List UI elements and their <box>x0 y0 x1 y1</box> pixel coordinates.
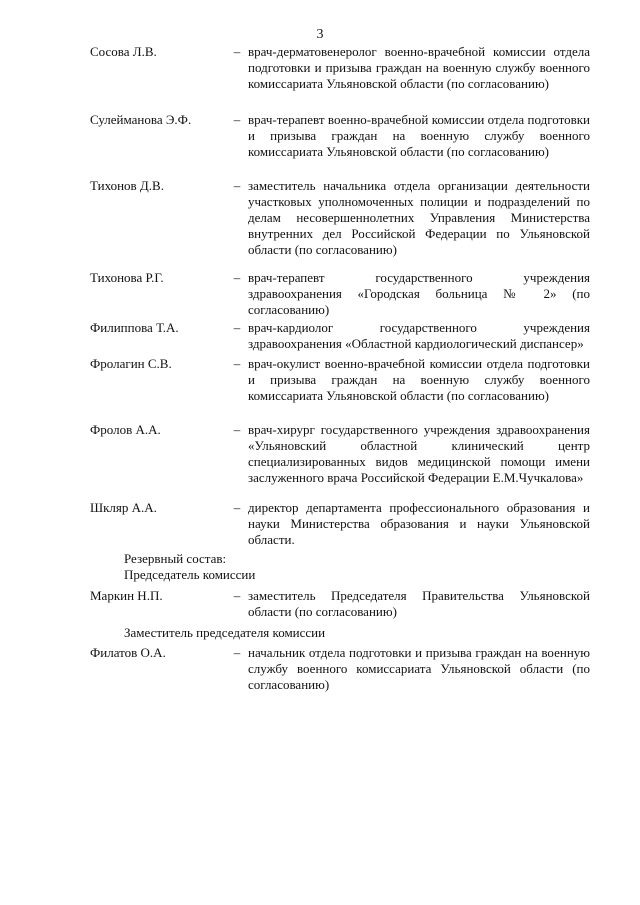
member-name: Тихонов Д.В. <box>90 178 164 193</box>
member-position: врач-кардиолог государственного учреждения здравоохранения «Областной кардиологический диспансер» <box>248 320 590 351</box>
member-position: начальник отдела подготовки и призыва граждан на военную службу военного комиссариата Ульяновской области (по согласованию) <box>248 645 590 692</box>
dash: – <box>233 44 241 59</box>
member-name: Филатов О.А. <box>90 645 166 660</box>
member-position: директор департамента профессионального образования и науки Министерства образования и науки Ульяновской области. <box>248 500 590 547</box>
member-name: Сулейманова Э.Ф. <box>90 112 192 127</box>
page-number: 3 <box>316 27 324 42</box>
member-entry <box>90 320 590 352</box>
member-entry <box>90 112 590 160</box>
dash: – <box>233 178 241 193</box>
dash: – <box>233 320 241 335</box>
member-name: Маркин Н.П. <box>90 588 163 603</box>
reserve-chair-entry <box>90 588 590 620</box>
member-entry <box>90 500 590 548</box>
dash: – <box>233 500 241 515</box>
deputy-heading: Заместитель председателя комиссии <box>124 625 326 640</box>
member-name: Филиппова Т.А. <box>90 320 179 335</box>
member-name: Тихонова Р.Г. <box>90 270 164 285</box>
member-position: заместитель Председателя Правительства Ульяновской области (по согласованию) <box>248 588 590 619</box>
member-entry <box>90 356 590 404</box>
member-position: врач-хирург государственного учреждения здравоохранения «Ульяновский областной клинический центр специализированных видов медицинской помощи имени заслуженного врача Российской Федерации Е.М.Чучкалова» <box>248 422 590 485</box>
member-position: врач-терапевт военно-врачебной комиссии отдела подготовки и призыва граждан на военную службу военного комиссариата Ульяновской области (по согласованию) <box>248 112 590 159</box>
member-position: врач-дерматовенеролог военно-врачебной комиссии отдела подготовки и призыва граждан на военную службу военного комиссариата Ульяновской области (по согласованию) <box>248 44 590 91</box>
member-name: Шкляр А.А. <box>90 500 157 515</box>
member-entry <box>90 270 590 318</box>
dash: – <box>233 270 241 285</box>
member-name: Фролагин С.В. <box>90 356 172 371</box>
member-position: врач-окулист военно-врачебной комиссии отдела подготовки и призыва граждан на военную службу военного комиссариата Ульяновской области (по согласованию) <box>248 356 590 403</box>
dash: – <box>233 356 241 371</box>
dash: – <box>233 645 241 660</box>
dash: – <box>233 422 241 437</box>
dash: – <box>233 588 241 603</box>
member-entry <box>90 178 590 258</box>
member-entry <box>90 422 590 486</box>
member-position: врач-терапевт государственного учреждения здравоохранения «Городская больница № 2» (по согласованию) <box>248 270 590 317</box>
member-entry <box>90 44 590 92</box>
dash: – <box>233 112 241 127</box>
reserve-title: Резервный состав: <box>124 551 227 566</box>
member-name: Сосова Л.В. <box>90 44 157 59</box>
member-name: Фролов А.А. <box>90 422 161 437</box>
member-position: заместитель начальника отдела организации деятельности участковых уполномоченных полиции и подразделений по делам несовершеннолетних Управления Министерства внутренних дел Российской Федерации по Ульяновской области (по согласованию) <box>248 178 590 257</box>
reserve-deputy-entry <box>90 645 590 693</box>
chair-heading: Председатель комиссии <box>124 567 256 582</box>
